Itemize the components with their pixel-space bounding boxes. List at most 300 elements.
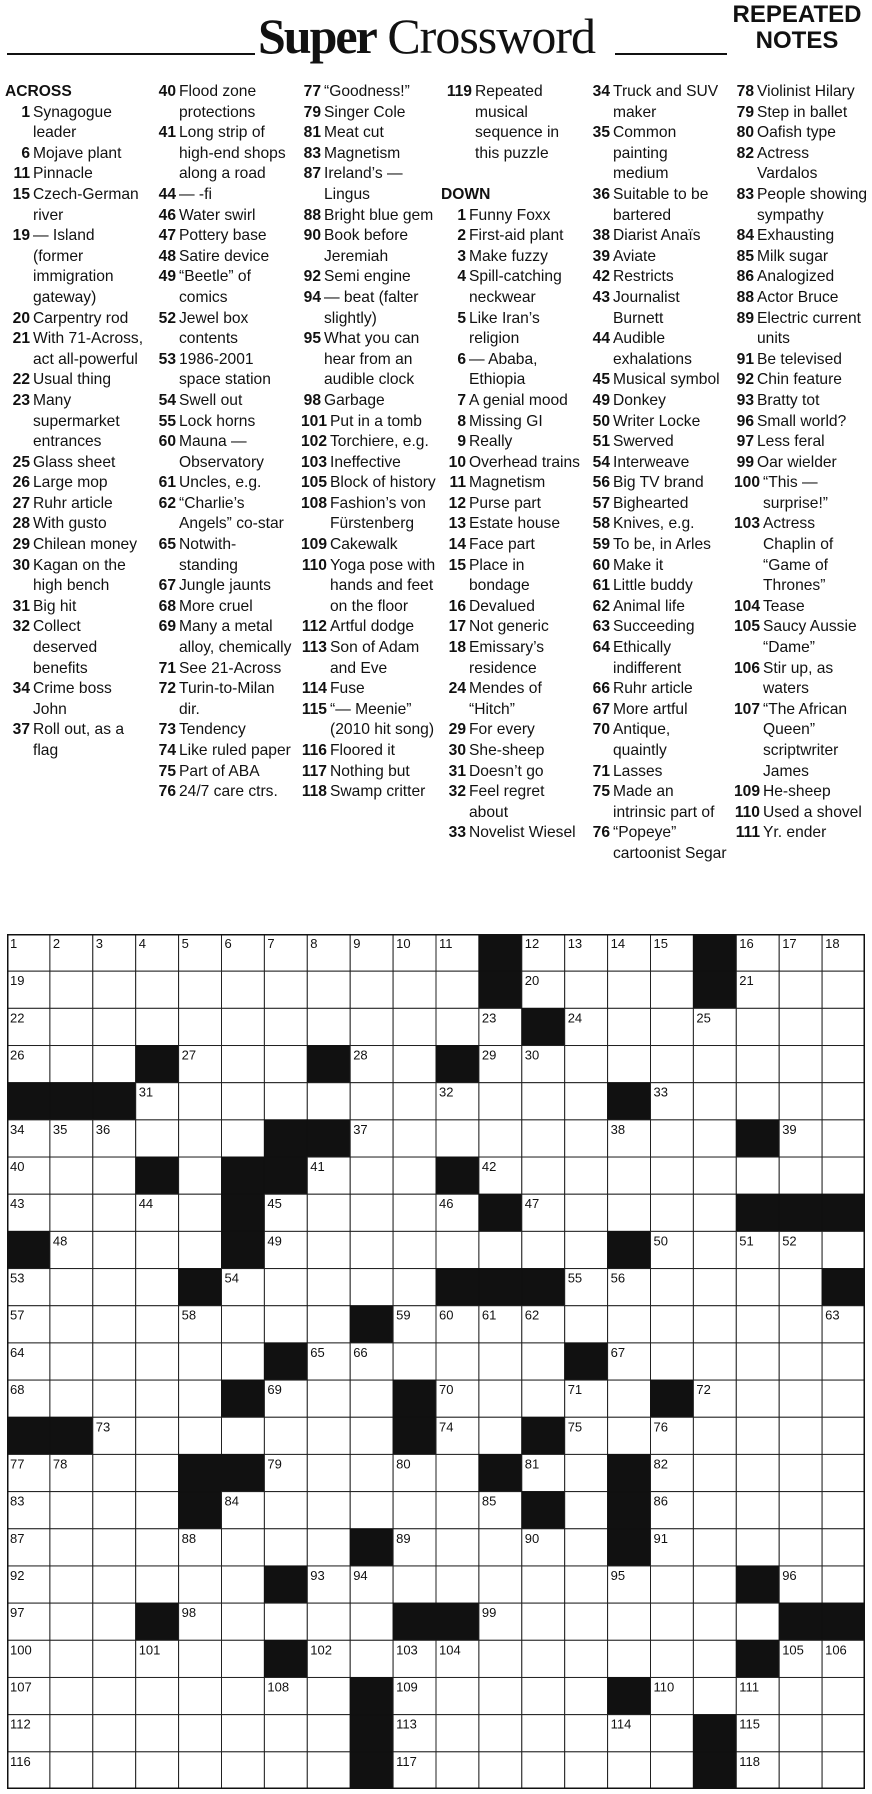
answer-cell[interactable] [179, 1083, 222, 1120]
answer-cell[interactable] [393, 1269, 436, 1306]
answer-cell[interactable] [779, 1492, 822, 1529]
answer-cell[interactable] [50, 1603, 93, 1640]
answer-cell[interactable] [50, 1640, 93, 1677]
down-clue[interactable] [729, 659, 872, 700]
across-clue[interactable] [296, 700, 438, 741]
answer-cell[interactable] [779, 1046, 822, 1083]
down-clue[interactable] [585, 782, 727, 823]
answer-cell[interactable] [307, 1454, 350, 1491]
answer-cell[interactable] [307, 1306, 350, 1343]
answer-cell[interactable] [307, 1194, 350, 1231]
answer-cell[interactable] [350, 1083, 393, 1120]
answer-cell[interactable] [307, 1380, 350, 1417]
down-clue[interactable] [585, 391, 727, 412]
answer-cell[interactable] [822, 1752, 865, 1789]
answer-cell[interactable] [693, 1157, 736, 1194]
answer-cell[interactable] [651, 1715, 694, 1752]
answer-cell[interactable] [522, 1083, 565, 1120]
answer-cell[interactable] [565, 1231, 608, 1268]
answer-cell[interactable] [222, 1008, 265, 1045]
answer-cell[interactable] [136, 1008, 179, 1045]
down-clue[interactable] [729, 226, 872, 247]
answer-cell[interactable] [693, 1231, 736, 1268]
answer-cell[interactable] [693, 1343, 736, 1380]
answer-cell[interactable] [822, 1046, 865, 1083]
answer-cell[interactable] [136, 1120, 179, 1157]
answer-cell[interactable] [736, 1492, 779, 1529]
answer-cell[interactable] [651, 1269, 694, 1306]
answer-cell[interactable] [436, 1492, 479, 1529]
answer-cell[interactable] [479, 1715, 522, 1752]
answer-cell[interactable] [693, 1566, 736, 1603]
answer-cell[interactable] [822, 1231, 865, 1268]
answer-cell[interactable] [307, 1677, 350, 1714]
answer-cell[interactable] [136, 1269, 179, 1306]
down-clue[interactable] [585, 762, 727, 783]
down-clue[interactable] [585, 700, 727, 721]
answer-cell[interactable] [693, 1046, 736, 1083]
answer-cell[interactable] [565, 1046, 608, 1083]
answer-cell[interactable] [179, 1417, 222, 1454]
answer-cell[interactable] [822, 1677, 865, 1714]
across-clue[interactable] [5, 226, 148, 308]
answer-cell[interactable] [93, 1269, 136, 1306]
answer-cell[interactable] [50, 1529, 93, 1566]
answer-cell[interactable] [50, 1157, 93, 1194]
answer-cell[interactable] [608, 1046, 651, 1083]
across-clue[interactable] [151, 226, 293, 247]
answer-cell[interactable] [736, 1046, 779, 1083]
answer-cell[interactable] [93, 1157, 136, 1194]
across-clue[interactable] [151, 782, 293, 803]
answer-cell[interactable] [179, 1640, 222, 1677]
across-clue[interactable] [5, 144, 148, 165]
answer-cell[interactable] [50, 1677, 93, 1714]
answer-cell[interactable] [136, 1492, 179, 1529]
answer-cell[interactable] [779, 1529, 822, 1566]
across-clue[interactable] [151, 720, 293, 741]
across-clue[interactable] [5, 453, 148, 474]
answer-cell[interactable] [264, 1417, 307, 1454]
down-clue[interactable] [585, 185, 727, 226]
answer-cell[interactable] [693, 1603, 736, 1640]
answer-cell[interactable] [136, 1231, 179, 1268]
answer-cell[interactable] [651, 1120, 694, 1157]
down-clue[interactable] [729, 597, 872, 618]
down-clue[interactable] [441, 309, 583, 350]
answer-cell[interactable] [179, 1008, 222, 1045]
down-clue[interactable] [729, 247, 872, 268]
across-clue[interactable] [5, 514, 148, 535]
across-clue[interactable] [151, 535, 293, 576]
answer-cell[interactable] [93, 1529, 136, 1566]
across-clue[interactable] [151, 494, 293, 535]
answer-cell[interactable] [307, 1603, 350, 1640]
answer-cell[interactable] [479, 1417, 522, 1454]
answer-cell[interactable] [50, 1269, 93, 1306]
answer-cell[interactable] [50, 1380, 93, 1417]
answer-cell[interactable] [436, 1715, 479, 1752]
answer-cell[interactable] [136, 971, 179, 1008]
answer-cell[interactable] [136, 1454, 179, 1491]
answer-cell[interactable] [522, 1231, 565, 1268]
across-clue[interactable] [151, 679, 293, 720]
answer-cell[interactable] [736, 1157, 779, 1194]
answer-cell[interactable] [222, 1417, 265, 1454]
across-clue[interactable] [5, 679, 148, 720]
answer-cell[interactable] [264, 1529, 307, 1566]
answer-cell[interactable] [179, 1380, 222, 1417]
answer-cell[interactable] [779, 1269, 822, 1306]
answer-cell[interactable] [693, 1677, 736, 1714]
down-clue[interactable] [441, 556, 583, 597]
answer-cell[interactable] [565, 1492, 608, 1529]
answer-cell[interactable] [350, 1492, 393, 1529]
across-clue[interactable] [5, 556, 148, 597]
down-clue[interactable] [585, 679, 727, 700]
down-clue[interactable] [729, 803, 872, 824]
across-clue[interactable] [151, 123, 293, 185]
answer-cell[interactable] [608, 971, 651, 1008]
answer-cell[interactable] [350, 1417, 393, 1454]
answer-cell[interactable] [93, 1640, 136, 1677]
answer-cell[interactable] [264, 1492, 307, 1529]
answer-cell[interactable] [522, 1640, 565, 1677]
answer-cell[interactable] [393, 1194, 436, 1231]
answer-cell[interactable] [179, 1157, 222, 1194]
across-clue[interactable] [5, 185, 148, 226]
answer-cell[interactable] [608, 1603, 651, 1640]
down-clue[interactable] [585, 247, 727, 268]
across-clue[interactable] [151, 82, 293, 123]
answer-cell[interactable] [608, 1380, 651, 1417]
answer-cell[interactable] [479, 1752, 522, 1789]
answer-cell[interactable] [522, 1566, 565, 1603]
across-clue[interactable] [151, 391, 293, 412]
answer-cell[interactable] [93, 1677, 136, 1714]
down-clue[interactable] [441, 679, 583, 720]
across-clue[interactable] [296, 391, 438, 412]
answer-cell[interactable] [565, 1083, 608, 1120]
down-clue[interactable] [441, 535, 583, 556]
across-clue[interactable] [296, 762, 438, 783]
answer-cell[interactable] [651, 1046, 694, 1083]
answer-cell[interactable] [693, 1492, 736, 1529]
answer-cell[interactable] [222, 1603, 265, 1640]
down-clue[interactable] [585, 82, 727, 123]
answer-cell[interactable] [393, 1120, 436, 1157]
answer-cell[interactable] [522, 1120, 565, 1157]
across-clue[interactable] [5, 103, 148, 144]
down-clue[interactable] [729, 370, 872, 391]
across-clue[interactable] [151, 597, 293, 618]
answer-cell[interactable] [350, 1380, 393, 1417]
answer-cell[interactable] [222, 1752, 265, 1789]
across-clue[interactable] [151, 473, 293, 494]
answer-cell[interactable] [350, 1008, 393, 1045]
answer-cell[interactable] [651, 1306, 694, 1343]
answer-cell[interactable] [479, 1231, 522, 1268]
across-clue[interactable] [296, 267, 438, 288]
answer-cell[interactable] [179, 1194, 222, 1231]
down-clue[interactable] [585, 823, 727, 864]
answer-cell[interactable] [608, 1194, 651, 1231]
answer-cell[interactable] [479, 1380, 522, 1417]
answer-cell[interactable] [822, 1566, 865, 1603]
down-clue[interactable] [441, 350, 583, 391]
answer-cell[interactable] [565, 1120, 608, 1157]
across-clue[interactable] [296, 494, 438, 535]
answer-cell[interactable] [93, 1380, 136, 1417]
answer-cell[interactable] [436, 1529, 479, 1566]
answer-cell[interactable] [565, 1194, 608, 1231]
across-clue[interactable] [296, 556, 438, 618]
answer-cell[interactable] [736, 1380, 779, 1417]
answer-cell[interactable] [136, 1343, 179, 1380]
down-clue[interactable] [585, 617, 727, 638]
answer-cell[interactable] [264, 1715, 307, 1752]
answer-cell[interactable] [436, 971, 479, 1008]
answer-cell[interactable] [50, 1008, 93, 1045]
answer-cell[interactable] [651, 1603, 694, 1640]
down-clue[interactable] [585, 576, 727, 597]
answer-cell[interactable] [736, 1008, 779, 1045]
across-clue[interactable] [296, 164, 438, 205]
down-clue[interactable] [585, 226, 727, 247]
down-clue[interactable] [585, 597, 727, 618]
answer-cell[interactable] [608, 1417, 651, 1454]
answer-cell[interactable] [50, 971, 93, 1008]
answer-cell[interactable] [264, 971, 307, 1008]
answer-cell[interactable] [222, 1120, 265, 1157]
answer-cell[interactable] [93, 1454, 136, 1491]
answer-cell[interactable] [479, 1566, 522, 1603]
answer-cell[interactable] [93, 1752, 136, 1789]
answer-cell[interactable] [822, 1083, 865, 1120]
across-clue[interactable] [296, 741, 438, 762]
down-clue[interactable] [441, 412, 583, 433]
down-clue[interactable] [585, 556, 727, 577]
answer-cell[interactable] [93, 1008, 136, 1045]
answer-cell[interactable] [50, 1343, 93, 1380]
answer-cell[interactable] [522, 1677, 565, 1714]
answer-cell[interactable] [393, 1008, 436, 1045]
answer-cell[interactable] [736, 1417, 779, 1454]
answer-cell[interactable] [608, 1640, 651, 1677]
down-clue[interactable] [729, 309, 872, 350]
across-clue[interactable] [5, 597, 148, 618]
down-clue[interactable] [729, 350, 872, 371]
answer-cell[interactable] [779, 1008, 822, 1045]
answer-cell[interactable] [436, 1343, 479, 1380]
across-clue[interactable] [296, 103, 438, 124]
across-clue[interactable] [296, 226, 438, 267]
across-clue[interactable] [296, 679, 438, 700]
down-clue[interactable] [729, 514, 872, 596]
answer-cell[interactable] [222, 1306, 265, 1343]
across-clue[interactable] [441, 82, 583, 164]
answer-cell[interactable] [222, 1715, 265, 1752]
down-clue[interactable] [585, 453, 727, 474]
across-clue[interactable] [296, 432, 438, 453]
across-clue[interactable] [151, 350, 293, 391]
answer-cell[interactable] [608, 1752, 651, 1789]
answer-cell[interactable] [479, 1529, 522, 1566]
answer-cell[interactable] [93, 1603, 136, 1640]
across-clue[interactable] [151, 741, 293, 762]
answer-cell[interactable] [393, 1343, 436, 1380]
across-clue[interactable] [296, 782, 438, 803]
answer-cell[interactable] [50, 1492, 93, 1529]
answer-cell[interactable] [608, 1008, 651, 1045]
answer-cell[interactable] [779, 1715, 822, 1752]
answer-cell[interactable] [350, 971, 393, 1008]
answer-cell[interactable] [307, 1752, 350, 1789]
across-clue[interactable] [296, 453, 438, 474]
across-clue[interactable] [5, 617, 148, 679]
down-clue[interactable] [729, 288, 872, 309]
answer-cell[interactable] [436, 1120, 479, 1157]
answer-cell[interactable] [393, 1046, 436, 1083]
down-clue[interactable] [585, 494, 727, 515]
answer-cell[interactable] [822, 1454, 865, 1491]
answer-cell[interactable] [693, 1529, 736, 1566]
answer-cell[interactable] [651, 1640, 694, 1677]
across-clue[interactable] [151, 412, 293, 433]
answer-cell[interactable] [222, 1640, 265, 1677]
answer-cell[interactable] [651, 1157, 694, 1194]
down-clue[interactable] [441, 741, 583, 762]
across-clue[interactable] [296, 638, 438, 679]
answer-cell[interactable] [436, 1231, 479, 1268]
answer-cell[interactable] [608, 1157, 651, 1194]
down-clue[interactable] [585, 123, 727, 185]
answer-cell[interactable] [736, 1306, 779, 1343]
answer-cell[interactable] [307, 1529, 350, 1566]
answer-cell[interactable] [307, 1269, 350, 1306]
answer-cell[interactable] [136, 1677, 179, 1714]
answer-cell[interactable] [93, 971, 136, 1008]
answer-cell[interactable] [779, 971, 822, 1008]
answer-cell[interactable] [693, 1083, 736, 1120]
answer-cell[interactable] [479, 1343, 522, 1380]
answer-cell[interactable] [307, 971, 350, 1008]
across-clue[interactable] [151, 617, 293, 658]
down-clue[interactable] [441, 473, 583, 494]
answer-cell[interactable] [307, 1008, 350, 1045]
down-clue[interactable] [729, 267, 872, 288]
across-clue[interactable] [151, 247, 293, 268]
answer-cell[interactable] [179, 971, 222, 1008]
answer-cell[interactable] [136, 1529, 179, 1566]
down-clue[interactable] [729, 185, 872, 226]
answer-cell[interactable] [779, 1157, 822, 1194]
answer-cell[interactable] [222, 1046, 265, 1083]
down-clue[interactable] [441, 638, 583, 679]
answer-cell[interactable] [264, 1269, 307, 1306]
across-clue[interactable] [296, 82, 438, 103]
answer-cell[interactable] [779, 1380, 822, 1417]
down-clue[interactable] [585, 535, 727, 556]
across-clue[interactable] [5, 309, 148, 330]
answer-cell[interactable] [436, 1454, 479, 1491]
answer-cell[interactable] [693, 1120, 736, 1157]
across-clue[interactable] [151, 309, 293, 350]
across-clue[interactable] [296, 123, 438, 144]
answer-cell[interactable] [350, 1269, 393, 1306]
answer-cell[interactable] [393, 1083, 436, 1120]
answer-cell[interactable] [479, 1677, 522, 1714]
answer-cell[interactable] [822, 1157, 865, 1194]
answer-cell[interactable] [736, 1269, 779, 1306]
answer-cell[interactable] [522, 1752, 565, 1789]
answer-cell[interactable] [822, 1008, 865, 1045]
answer-cell[interactable] [350, 1194, 393, 1231]
down-clue[interactable] [585, 514, 727, 535]
answer-cell[interactable] [608, 1306, 651, 1343]
answer-cell[interactable] [222, 1343, 265, 1380]
across-clue[interactable] [296, 617, 438, 638]
answer-cell[interactable] [565, 971, 608, 1008]
down-clue[interactable] [585, 370, 727, 391]
across-clue[interactable] [296, 473, 438, 494]
answer-cell[interactable] [565, 1677, 608, 1714]
answer-cell[interactable] [136, 1306, 179, 1343]
across-clue[interactable] [296, 329, 438, 391]
answer-cell[interactable] [264, 1603, 307, 1640]
grid-svg[interactable] [7, 934, 865, 1789]
answer-cell[interactable] [179, 1715, 222, 1752]
answer-cell[interactable] [179, 1677, 222, 1714]
down-clue[interactable] [441, 782, 583, 823]
answer-cell[interactable] [264, 1083, 307, 1120]
answer-cell[interactable] [693, 1194, 736, 1231]
answer-cell[interactable] [393, 1231, 436, 1268]
down-clue[interactable] [729, 123, 872, 144]
across-clue[interactable] [151, 762, 293, 783]
answer-cell[interactable] [179, 1231, 222, 1268]
answer-cell[interactable] [93, 1231, 136, 1268]
across-clue[interactable] [151, 659, 293, 680]
answer-cell[interactable] [307, 1231, 350, 1268]
answer-cell[interactable] [93, 1343, 136, 1380]
answer-cell[interactable] [93, 1492, 136, 1529]
answer-cell[interactable] [522, 1157, 565, 1194]
answer-cell[interactable] [350, 1640, 393, 1677]
down-clue[interactable] [729, 103, 872, 124]
answer-cell[interactable] [307, 1715, 350, 1752]
answer-cell[interactable] [779, 1306, 822, 1343]
answer-cell[interactable] [779, 1677, 822, 1714]
answer-cell[interactable] [93, 1306, 136, 1343]
across-clue[interactable] [296, 412, 438, 433]
across-clue[interactable] [296, 206, 438, 227]
down-clue[interactable] [441, 720, 583, 741]
answer-cell[interactable] [822, 1715, 865, 1752]
down-clue[interactable] [441, 823, 583, 844]
down-clue[interactable] [441, 391, 583, 412]
answer-cell[interactable] [436, 1677, 479, 1714]
answer-cell[interactable] [736, 1083, 779, 1120]
down-clue[interactable] [585, 720, 727, 761]
answer-cell[interactable] [264, 1306, 307, 1343]
answer-cell[interactable] [222, 1083, 265, 1120]
answer-cell[interactable] [651, 1752, 694, 1789]
answer-cell[interactable] [50, 1306, 93, 1343]
down-clue[interactable] [729, 82, 872, 103]
answer-cell[interactable] [779, 1454, 822, 1491]
down-clue[interactable] [441, 514, 583, 535]
